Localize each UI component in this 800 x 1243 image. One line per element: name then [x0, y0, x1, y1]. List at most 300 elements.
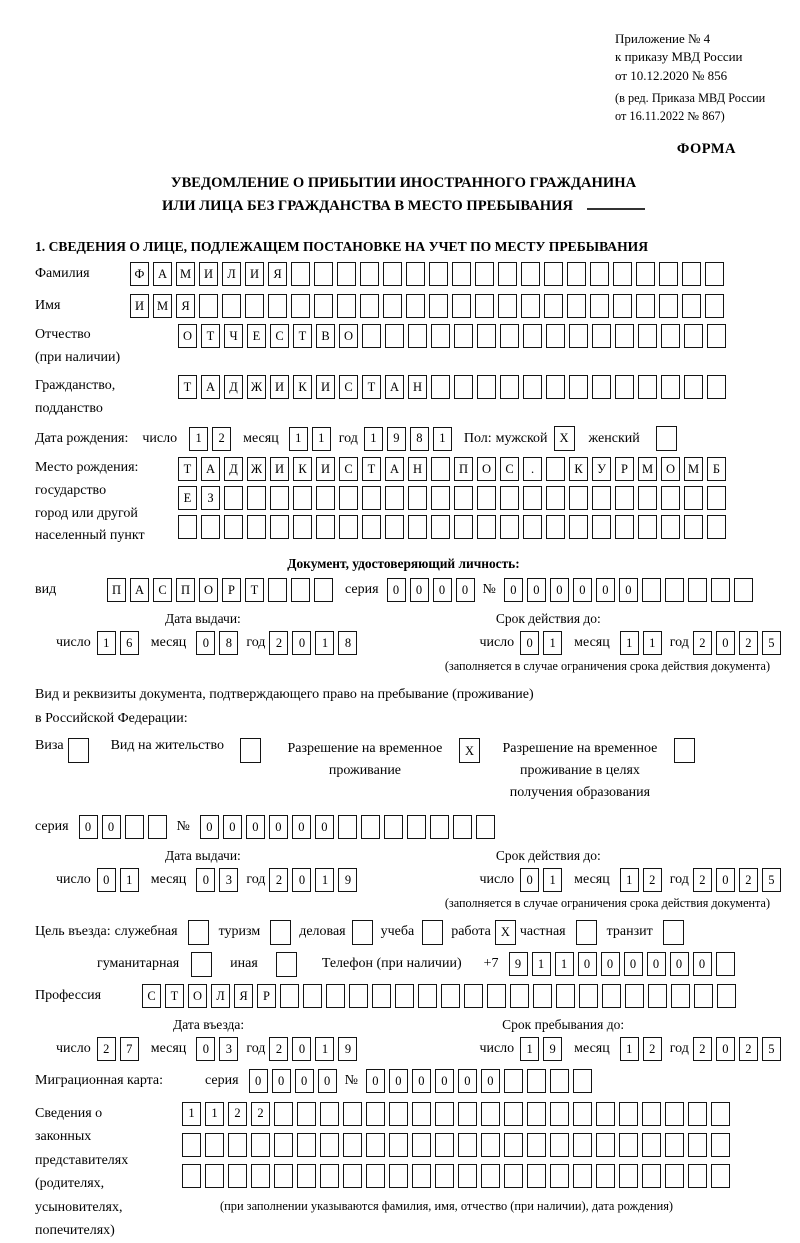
- char-box[interactable]: [125, 815, 144, 839]
- char-box[interactable]: [638, 324, 657, 348]
- char-box[interactable]: Ф: [130, 262, 149, 286]
- char-box[interactable]: 3: [219, 868, 238, 892]
- char-box[interactable]: [407, 815, 426, 839]
- char-box[interactable]: [406, 262, 425, 286]
- char-box[interactable]: 0: [196, 631, 215, 655]
- char-box[interactable]: [435, 1164, 454, 1188]
- char-box[interactable]: [590, 262, 609, 286]
- char-box[interactable]: 0: [578, 952, 597, 976]
- char-box[interactable]: [642, 1164, 661, 1188]
- purpose-other-checkbox[interactable]: [276, 952, 297, 977]
- char-box[interactable]: 1: [189, 427, 208, 451]
- char-box[interactable]: [656, 426, 677, 451]
- phone-boxes[interactable]: [509, 952, 739, 976]
- char-box[interactable]: [182, 1164, 201, 1188]
- char-box[interactable]: [504, 1133, 523, 1157]
- char-box[interactable]: 2: [739, 631, 758, 655]
- char-box[interactable]: 5: [762, 1037, 781, 1061]
- char-box[interactable]: Д: [224, 457, 243, 481]
- char-box[interactable]: 2: [269, 631, 288, 655]
- char-box[interactable]: Т: [293, 324, 312, 348]
- char-box[interactable]: [408, 324, 427, 348]
- char-box[interactable]: [550, 1069, 569, 1093]
- char-box[interactable]: [418, 984, 437, 1008]
- char-box[interactable]: [615, 375, 634, 399]
- char-box[interactable]: 2: [693, 868, 712, 892]
- char-box[interactable]: [619, 1133, 638, 1157]
- char-box[interactable]: [224, 515, 243, 539]
- char-box[interactable]: [297, 1133, 316, 1157]
- char-box[interactable]: [619, 1102, 638, 1126]
- char-box[interactable]: 2: [228, 1102, 247, 1126]
- char-box[interactable]: И: [316, 375, 335, 399]
- char-box[interactable]: Е: [178, 486, 197, 510]
- char-box[interactable]: [573, 1069, 592, 1093]
- char-box[interactable]: [521, 294, 540, 318]
- char-box[interactable]: [361, 815, 380, 839]
- char-box[interactable]: З: [201, 486, 220, 510]
- char-box[interactable]: 0: [520, 868, 539, 892]
- char-box[interactable]: [573, 1102, 592, 1126]
- char-box[interactable]: 0: [318, 1069, 337, 1093]
- char-box[interactable]: [521, 262, 540, 286]
- char-box[interactable]: Л: [211, 984, 230, 1008]
- char-box[interactable]: [477, 515, 496, 539]
- char-box[interactable]: [247, 486, 266, 510]
- char-box[interactable]: 9: [387, 427, 406, 451]
- char-box[interactable]: [661, 324, 680, 348]
- char-box[interactable]: А: [385, 375, 404, 399]
- char-box[interactable]: [360, 294, 379, 318]
- char-box[interactable]: [274, 1164, 293, 1188]
- char-box[interactable]: [366, 1133, 385, 1157]
- char-box[interactable]: 0: [269, 815, 288, 839]
- char-box[interactable]: [684, 515, 703, 539]
- char-box[interactable]: 1: [182, 1102, 201, 1126]
- char-box[interactable]: [268, 294, 287, 318]
- char-box[interactable]: 1: [532, 952, 551, 976]
- char-box[interactable]: И: [316, 457, 335, 481]
- char-box[interactable]: 2: [739, 868, 758, 892]
- char-box[interactable]: [343, 1102, 362, 1126]
- char-box[interactable]: [638, 515, 657, 539]
- char-box[interactable]: 0: [481, 1069, 500, 1093]
- char-box[interactable]: И: [199, 262, 218, 286]
- char-box[interactable]: [682, 294, 701, 318]
- char-box[interactable]: [661, 515, 680, 539]
- char-box[interactable]: 0: [433, 578, 452, 602]
- temp-residence-checkbox[interactable]: [459, 738, 480, 763]
- char-box[interactable]: П: [454, 457, 473, 481]
- char-box[interactable]: 8: [410, 427, 429, 451]
- char-box[interactable]: [573, 1164, 592, 1188]
- char-box[interactable]: 0: [292, 815, 311, 839]
- char-box[interactable]: [270, 486, 289, 510]
- char-box[interactable]: [412, 1133, 431, 1157]
- char-box[interactable]: [500, 515, 519, 539]
- char-box[interactable]: С: [142, 984, 161, 1008]
- char-box[interactable]: [592, 486, 611, 510]
- char-box[interactable]: С: [339, 375, 358, 399]
- char-box[interactable]: 1: [520, 1037, 539, 1061]
- char-box[interactable]: 0: [196, 868, 215, 892]
- char-box[interactable]: Е: [247, 324, 266, 348]
- char-box[interactable]: [504, 1069, 523, 1093]
- char-box[interactable]: [569, 375, 588, 399]
- char-box[interactable]: [222, 294, 241, 318]
- char-box[interactable]: [280, 984, 299, 1008]
- char-box[interactable]: X: [554, 426, 575, 451]
- char-box[interactable]: [366, 1102, 385, 1126]
- char-box[interactable]: [684, 375, 703, 399]
- char-box[interactable]: [481, 1133, 500, 1157]
- char-box[interactable]: 2: [739, 1037, 758, 1061]
- char-box[interactable]: 0: [435, 1069, 454, 1093]
- char-box[interactable]: 1: [315, 631, 334, 655]
- char-box[interactable]: 8: [219, 631, 238, 655]
- char-box[interactable]: 1: [620, 631, 639, 655]
- char-box[interactable]: [316, 486, 335, 510]
- char-box[interactable]: 1: [205, 1102, 224, 1126]
- char-box[interactable]: [500, 324, 519, 348]
- purpose-study-checkbox[interactable]: [422, 920, 443, 945]
- char-box[interactable]: [711, 1164, 730, 1188]
- char-box[interactable]: [293, 515, 312, 539]
- char-box[interactable]: 1: [315, 868, 334, 892]
- char-box[interactable]: 3: [219, 1037, 238, 1061]
- char-box[interactable]: [251, 1164, 270, 1188]
- char-box[interactable]: [384, 815, 403, 839]
- char-box[interactable]: [276, 952, 297, 977]
- char-box[interactable]: 0: [200, 815, 219, 839]
- char-box[interactable]: [372, 984, 391, 1008]
- char-box[interactable]: [412, 1102, 431, 1126]
- char-box[interactable]: [661, 486, 680, 510]
- char-box[interactable]: Т: [362, 457, 381, 481]
- char-box[interactable]: [619, 1164, 638, 1188]
- char-box[interactable]: 1: [620, 868, 639, 892]
- char-box[interactable]: [251, 1133, 270, 1157]
- char-box[interactable]: [694, 984, 713, 1008]
- char-box[interactable]: [569, 486, 588, 510]
- char-box[interactable]: Б: [707, 457, 726, 481]
- char-box[interactable]: [523, 515, 542, 539]
- char-box[interactable]: [711, 1133, 730, 1157]
- char-box[interactable]: [661, 375, 680, 399]
- char-box[interactable]: [550, 1102, 569, 1126]
- char-box[interactable]: [625, 984, 644, 1008]
- char-box[interactable]: [688, 1102, 707, 1126]
- char-box[interactable]: 0: [573, 578, 592, 602]
- char-box[interactable]: [412, 1164, 431, 1188]
- char-box[interactable]: 0: [97, 868, 116, 892]
- sex-female-checkbox[interactable]: [656, 426, 677, 451]
- char-box[interactable]: [707, 375, 726, 399]
- char-box[interactable]: [615, 515, 634, 539]
- char-box[interactable]: М: [684, 457, 703, 481]
- char-box[interactable]: [247, 515, 266, 539]
- char-box[interactable]: [339, 515, 358, 539]
- char-box[interactable]: [592, 324, 611, 348]
- char-box[interactable]: [642, 578, 661, 602]
- char-box[interactable]: [199, 294, 218, 318]
- char-box[interactable]: [642, 1133, 661, 1157]
- char-box[interactable]: О: [661, 457, 680, 481]
- char-box[interactable]: [326, 984, 345, 1008]
- char-box[interactable]: [349, 984, 368, 1008]
- char-box[interactable]: [458, 1102, 477, 1126]
- char-box[interactable]: У: [592, 457, 611, 481]
- char-box[interactable]: [316, 515, 335, 539]
- char-box[interactable]: [663, 920, 684, 945]
- char-box[interactable]: Т: [201, 324, 220, 348]
- char-box[interactable]: О: [178, 324, 197, 348]
- char-box[interactable]: 0: [670, 952, 689, 976]
- char-box[interactable]: [429, 262, 448, 286]
- char-box[interactable]: [458, 1164, 477, 1188]
- char-box[interactable]: С: [339, 457, 358, 481]
- char-box[interactable]: 2: [269, 868, 288, 892]
- char-box[interactable]: [544, 262, 563, 286]
- char-box[interactable]: [527, 1164, 546, 1188]
- char-box[interactable]: [523, 324, 542, 348]
- char-box[interactable]: [408, 515, 427, 539]
- char-box[interactable]: [734, 578, 753, 602]
- char-box[interactable]: [362, 515, 381, 539]
- char-box[interactable]: [615, 486, 634, 510]
- char-box[interactable]: [385, 486, 404, 510]
- purpose-transit-checkbox[interactable]: [663, 920, 684, 945]
- char-box[interactable]: [182, 1133, 201, 1157]
- purpose-business-checkbox[interactable]: [352, 920, 373, 945]
- char-box[interactable]: [431, 515, 450, 539]
- char-box[interactable]: 1: [120, 868, 139, 892]
- char-box[interactable]: [362, 486, 381, 510]
- char-box[interactable]: К: [569, 457, 588, 481]
- char-box[interactable]: 0: [458, 1069, 477, 1093]
- char-box[interactable]: 0: [196, 1037, 215, 1061]
- char-box[interactable]: 2: [693, 1037, 712, 1061]
- char-box[interactable]: [270, 515, 289, 539]
- char-box[interactable]: 0: [292, 631, 311, 655]
- residence-permit-checkbox[interactable]: [240, 738, 261, 763]
- char-box[interactable]: [546, 375, 565, 399]
- char-box[interactable]: А: [130, 578, 149, 602]
- purpose-tourism-checkbox[interactable]: [270, 920, 291, 945]
- char-box[interactable]: [527, 1133, 546, 1157]
- char-box[interactable]: [500, 375, 519, 399]
- char-box[interactable]: Р: [257, 984, 276, 1008]
- char-box[interactable]: [293, 486, 312, 510]
- char-box[interactable]: Р: [615, 457, 634, 481]
- char-box[interactable]: [684, 324, 703, 348]
- char-box[interactable]: И: [270, 375, 289, 399]
- char-box[interactable]: [274, 1133, 293, 1157]
- char-box[interactable]: 2: [643, 868, 662, 892]
- char-box[interactable]: [339, 486, 358, 510]
- char-box[interactable]: 6: [120, 631, 139, 655]
- char-box[interactable]: [429, 294, 448, 318]
- char-box[interactable]: 8: [338, 631, 357, 655]
- char-box[interactable]: В: [316, 324, 335, 348]
- char-box[interactable]: А: [153, 262, 172, 286]
- char-box[interactable]: 0: [601, 952, 620, 976]
- char-box[interactable]: 9: [543, 1037, 562, 1061]
- char-box[interactable]: 0: [246, 815, 265, 839]
- char-box[interactable]: О: [339, 324, 358, 348]
- char-box[interactable]: [228, 1133, 247, 1157]
- char-box[interactable]: 0: [550, 578, 569, 602]
- char-box[interactable]: 5: [762, 868, 781, 892]
- char-box[interactable]: [510, 984, 529, 1008]
- char-box[interactable]: [659, 262, 678, 286]
- char-box[interactable]: [596, 1102, 615, 1126]
- char-box[interactable]: [546, 457, 565, 481]
- char-box[interactable]: Н: [408, 457, 427, 481]
- char-box[interactable]: [291, 262, 310, 286]
- char-box[interactable]: [343, 1133, 362, 1157]
- char-box[interactable]: 0: [295, 1069, 314, 1093]
- char-box[interactable]: [569, 515, 588, 539]
- char-box[interactable]: [665, 1164, 684, 1188]
- char-box[interactable]: 9: [338, 1037, 357, 1061]
- char-box[interactable]: [648, 984, 667, 1008]
- char-box[interactable]: [711, 578, 730, 602]
- char-box[interactable]: [481, 1102, 500, 1126]
- char-box[interactable]: 0: [412, 1069, 431, 1093]
- char-box[interactable]: [546, 486, 565, 510]
- char-box[interactable]: [268, 578, 287, 602]
- char-box[interactable]: [705, 262, 724, 286]
- char-box[interactable]: [498, 294, 517, 318]
- purpose-work-checkbox[interactable]: [495, 920, 516, 945]
- char-box[interactable]: [573, 1133, 592, 1157]
- char-box[interactable]: [274, 1102, 293, 1126]
- char-box[interactable]: [487, 984, 506, 1008]
- char-box[interactable]: Р: [222, 578, 241, 602]
- char-box[interactable]: [665, 578, 684, 602]
- char-box[interactable]: Ж: [247, 457, 266, 481]
- char-box[interactable]: К: [293, 375, 312, 399]
- char-box[interactable]: О: [188, 984, 207, 1008]
- char-box[interactable]: 1: [555, 952, 574, 976]
- char-box[interactable]: [314, 262, 333, 286]
- char-box[interactable]: И: [270, 457, 289, 481]
- char-box[interactable]: П: [107, 578, 126, 602]
- char-box[interactable]: Т: [362, 375, 381, 399]
- char-box[interactable]: [360, 262, 379, 286]
- char-box[interactable]: [705, 294, 724, 318]
- char-box[interactable]: [671, 984, 690, 1008]
- char-box[interactable]: [711, 1102, 730, 1126]
- char-box[interactable]: X: [495, 920, 516, 945]
- char-box[interactable]: [550, 1133, 569, 1157]
- char-box[interactable]: [674, 738, 695, 763]
- char-box[interactable]: 0: [366, 1069, 385, 1093]
- char-box[interactable]: [454, 515, 473, 539]
- char-box[interactable]: Я: [176, 294, 195, 318]
- char-box[interactable]: [504, 1102, 523, 1126]
- char-box[interactable]: [665, 1102, 684, 1126]
- char-box[interactable]: 9: [509, 952, 528, 976]
- char-box[interactable]: [688, 1164, 707, 1188]
- char-box[interactable]: [383, 262, 402, 286]
- char-box[interactable]: 1: [643, 631, 662, 655]
- char-box[interactable]: [596, 1164, 615, 1188]
- char-box[interactable]: 2: [643, 1037, 662, 1061]
- sex-male-checkbox[interactable]: [554, 426, 575, 451]
- char-box[interactable]: [240, 738, 261, 763]
- char-box[interactable]: [452, 294, 471, 318]
- char-box[interactable]: Т: [165, 984, 184, 1008]
- char-box[interactable]: [707, 486, 726, 510]
- char-box[interactable]: [188, 920, 209, 945]
- char-box[interactable]: А: [385, 457, 404, 481]
- char-box[interactable]: 1: [289, 427, 308, 451]
- char-box[interactable]: [270, 920, 291, 945]
- char-box[interactable]: [498, 262, 517, 286]
- char-box[interactable]: [337, 262, 356, 286]
- char-box[interactable]: [613, 262, 632, 286]
- char-box[interactable]: А: [201, 375, 220, 399]
- char-box[interactable]: 1: [364, 427, 383, 451]
- char-box[interactable]: [408, 486, 427, 510]
- char-box[interactable]: Я: [234, 984, 253, 1008]
- char-box[interactable]: [245, 294, 264, 318]
- char-box[interactable]: [343, 1164, 362, 1188]
- char-box[interactable]: К: [293, 457, 312, 481]
- char-box[interactable]: [314, 294, 333, 318]
- char-box[interactable]: [454, 486, 473, 510]
- char-box[interactable]: [684, 486, 703, 510]
- char-box[interactable]: [567, 262, 586, 286]
- char-box[interactable]: 0: [249, 1069, 268, 1093]
- char-box[interactable]: [389, 1102, 408, 1126]
- char-box[interactable]: [596, 1133, 615, 1157]
- char-box[interactable]: Т: [178, 457, 197, 481]
- char-box[interactable]: [665, 1133, 684, 1157]
- char-box[interactable]: [688, 1133, 707, 1157]
- char-box[interactable]: [389, 1164, 408, 1188]
- char-box[interactable]: 0: [223, 815, 242, 839]
- char-box[interactable]: [659, 294, 678, 318]
- char-box[interactable]: [636, 294, 655, 318]
- char-box[interactable]: [458, 1133, 477, 1157]
- char-box[interactable]: [366, 1164, 385, 1188]
- char-box[interactable]: [688, 578, 707, 602]
- char-box[interactable]: [546, 515, 565, 539]
- char-box[interactable]: [205, 1133, 224, 1157]
- char-box[interactable]: [523, 486, 542, 510]
- char-box[interactable]: Н: [408, 375, 427, 399]
- char-box[interactable]: [550, 1164, 569, 1188]
- char-box[interactable]: 0: [456, 578, 475, 602]
- char-box[interactable]: [297, 1164, 316, 1188]
- char-box[interactable]: [717, 984, 736, 1008]
- char-box[interactable]: [431, 486, 450, 510]
- char-box[interactable]: 2: [269, 1037, 288, 1061]
- char-box[interactable]: О: [199, 578, 218, 602]
- char-box[interactable]: [303, 984, 322, 1008]
- char-box[interactable]: [636, 262, 655, 286]
- char-box[interactable]: [533, 984, 552, 1008]
- char-box[interactable]: 0: [624, 952, 643, 976]
- char-box[interactable]: [546, 324, 565, 348]
- char-box[interactable]: [567, 294, 586, 318]
- char-box[interactable]: [314, 578, 333, 602]
- edu-residence-checkbox[interactable]: [674, 738, 695, 763]
- char-box[interactable]: 0: [716, 1037, 735, 1061]
